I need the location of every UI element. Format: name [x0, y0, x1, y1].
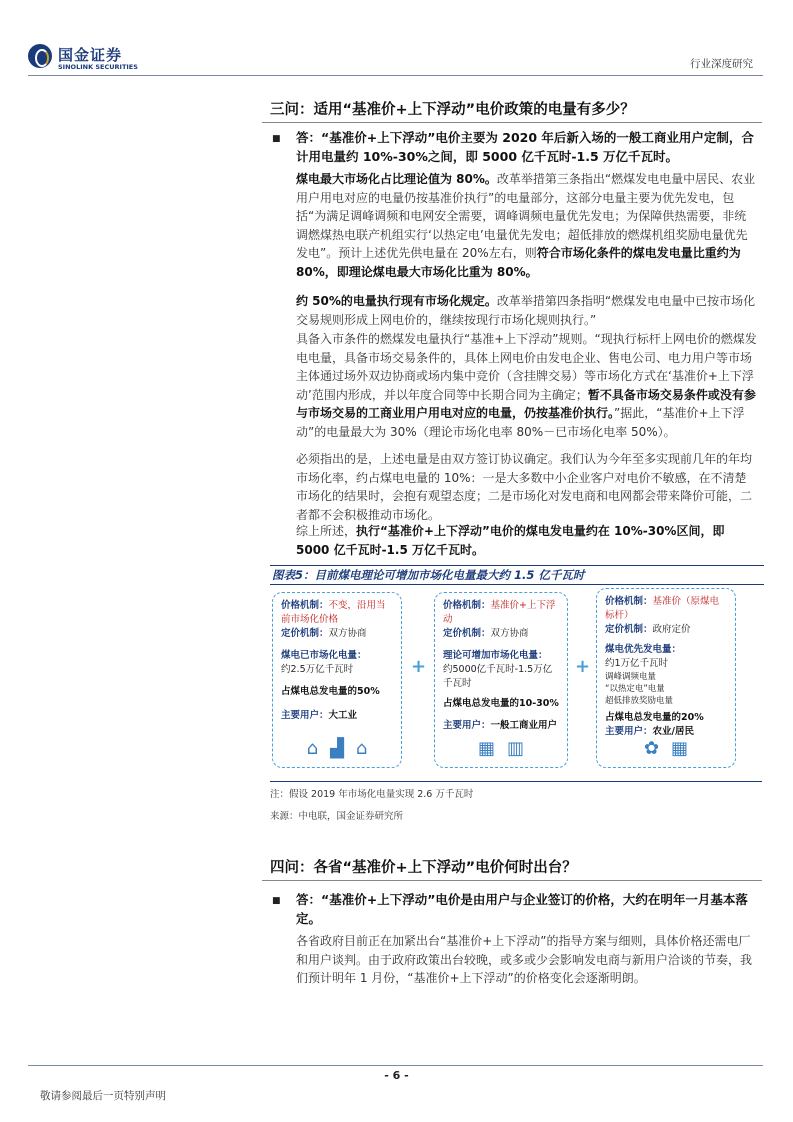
hand-plant-icon: ✿ — [643, 738, 660, 759]
box3-user-value: 农业/居民 — [652, 726, 694, 737]
box-priority-generation — [596, 588, 736, 768]
box-new-market — [434, 592, 568, 768]
logo-text-en: SINOLINK SECURITIES — [58, 63, 138, 71]
box3-set-key: 定价机制： — [605, 624, 653, 635]
figure-note: 注：假设 2019 年市场化电量实现 2.6 万千瓦时 — [270, 789, 474, 800]
q3-title: 三问：适用“基准价+上下浮动”电价政策的电量有多少？ — [270, 102, 635, 118]
box3-user-key: 主要用户： — [605, 726, 653, 737]
box2-user-value: 一般工商业用户 — [490, 720, 558, 731]
box3-volume-value: 约1万亿千瓦时 — [605, 658, 669, 669]
box2-share: 占煤电总发电量的10-30% — [443, 698, 559, 709]
footer-divider — [28, 1065, 763, 1066]
report-type: 行业深度研究 — [690, 58, 753, 70]
box3-sub-2: “以热定电”电量 — [605, 684, 665, 694]
q3-paragraph-1 — [296, 170, 758, 281]
q3-paragraph-4: 必须指出的是，上述电量是由双方签订协议确定。我们认为今年至多实现前几年的年均市场化率，约占煤电电量的 10%：一是大多数中小企业客户对电价不敏感，在不清楚市场化的结果时，会抱有观望态度；二是市场化对发电商和电网都会带来降价可能，二者都不会积极推动市场化。 — [296, 452, 753, 522]
box2-volume-key: 理论可增加市场化电量： — [443, 650, 548, 661]
q3-paragraph-2 — [296, 292, 758, 329]
factory-icon: ▟ — [330, 738, 344, 759]
box1-price-key: 价格机制： — [281, 600, 329, 611]
q3-paragraph-5 — [296, 522, 758, 559]
q4-divider — [262, 880, 762, 881]
shop-icon: ▥ — [507, 738, 525, 759]
box1-volume-value: 约2.5万亿千瓦时 — [281, 664, 354, 675]
box3-share: 占煤电总发电量的20% — [605, 712, 704, 723]
q4-paragraph-1: 各省政府目前正在加紧出台“基准价+上下浮动”的指导方案与细则，具体价格还需电厂和用户谈判。由于政府政策出台较晚，或多或少会影响发电商与新用户洽谈的节奏，我们预计明年 1 月份，“基准价+上下浮动”的价格变化会逐渐明朗。 — [296, 934, 753, 985]
box1-icons — [273, 738, 401, 759]
box1-volume-key: 煤电已市场化电量： — [281, 650, 367, 661]
box2-set-key: 定价机制： — [443, 628, 491, 639]
logo-text-cn: 国金证券 — [58, 46, 123, 64]
p3-bold: 暂不具备市场交易条件或没有参与市场交易的工商业用户用电对应的电量，仍按基准价执行。 — [296, 387, 756, 420]
box3-price-key: 价格机制： — [605, 596, 653, 607]
q4-title: 四问：各省“基准价+上下浮动”电价何时出台？ — [270, 860, 577, 876]
p1-body: 改革举措第三条指出“燃煤发电电量中居民、农业用户用电对应的电量仍按基准价执行”的电量部分，这部分电量主要为优先发电，包括“为满足调峰调频和电网安全需要，调峰调频电量优先发电；为保障供热需要，非统调燃煤热电联产机组实行‘以热定电’电量优先发电；超低排放的燃煤机组奖励电量优先发电”。预计上述优先供电量在 20%左右，则 — [296, 172, 756, 260]
box1-user-value: 大工业 — [328, 710, 358, 721]
p5-bold: 执行“基准价+上下浮动”电价的煤电发电量约在 10%-30%区间，即 5000 亿千瓦时-1.5 万亿千瓦时。 — [296, 524, 725, 557]
p1-lead: 煤电最大市场化占比理论值为 80%。 — [296, 172, 497, 186]
p3-body: 具备入市条件的燃煤发电量执行“基准+上下浮动”规则。“现执行标杆上网电价的燃煤发电电量，具备市场交易条件的，具体上网电价由发电企业、售电公司、电力用户等市场主体通过场外双边协商或场内集中竞价（含挂牌交易）等市场化方式在‘基准价+上下浮动’范围内形成，并以年度合同等中长期合同为主确定； — [296, 332, 757, 402]
box1-set-key: 定价机制： — [281, 628, 329, 639]
box1-set-value: 双方协商 — [328, 628, 367, 639]
plus-icon-2: + — [575, 656, 591, 677]
box1-price-value: 不变，沿用当前市场化价格 — [281, 600, 386, 625]
box1-share: 占煤电总发电量的50% — [281, 686, 380, 697]
bullet-icon: ■ — [272, 896, 281, 906]
figure-bottom-rule — [270, 781, 762, 782]
box2-user-key: 主要用户： — [443, 720, 491, 731]
box-existing-market — [272, 592, 402, 768]
building-icon: ▦ — [477, 738, 495, 759]
box3-volume-key: 煤电优先发电量： — [605, 644, 682, 655]
box3-price-value: 基准价（原煤电标杆） — [605, 596, 720, 621]
logo-mark-icon — [28, 44, 52, 68]
house-icon: ⌂ — [306, 738, 319, 759]
box3-icons — [597, 738, 735, 759]
p1-tail: 符合市场化条件的煤电发电量比重约为 80%，即理论煤电最大市场化比重为 80%。 — [296, 246, 741, 279]
box2-price-value: 基准价+上下浮动 — [443, 600, 556, 625]
box2-price-key: 价格机制： — [443, 600, 491, 611]
page-number: - 6 - — [384, 1069, 409, 1082]
figure-source: 来源：中电联，国金证券研究所 — [270, 811, 404, 822]
box2-icons — [435, 738, 567, 759]
q3-answer: 答：“基准价+上下浮动”电价主要为 2020 年后新入场的一般工商业用户定制，合计用电量约 10%-30%之间，即 5000 亿千瓦时-1.5 万亿千瓦时。 — [296, 130, 754, 164]
box2-set-value: 双方协商 — [490, 628, 529, 639]
p2-lead: 约 50%的电量执行现有市场化规定。 — [296, 294, 497, 308]
home-icon: ⌂ — [355, 738, 368, 759]
p5-body: 综上所述， — [296, 524, 357, 538]
q3-paragraph-3 — [296, 330, 758, 441]
figure-diagram — [270, 586, 762, 781]
box3-sub-1: 调峰调频电量 — [605, 672, 657, 682]
box2-volume-value: 约5000亿千瓦时-1.5万亿千瓦时 — [443, 664, 553, 689]
disclaimer: 敬请参阅最后一页特别声明 — [40, 1090, 166, 1102]
bullet-icon: ■ — [272, 134, 281, 144]
plus-icon-1: + — [411, 656, 427, 677]
apartment-icon: ▦ — [671, 738, 689, 759]
figure-title: 图表5：目前煤电理论可增加市场化电量最大约 1.5 亿千瓦时 — [270, 565, 764, 585]
q4-answer: 答：“基准价+上下浮动”电价是由用户与企业签订的价格，大约在明年一月基本落定。 — [296, 892, 748, 926]
p3-tail: ”据此，“基准价+上下浮动”的电量最大为 30%（理论市场化电率 80%－已市场化电率 50%）。 — [296, 406, 745, 439]
q3-divider — [262, 122, 762, 123]
p2-body: 改革举措第四条指明“燃煤发电电量中已按市场化交易规则形成上网电价的，继续按现行市场化规则执行。” — [296, 294, 756, 327]
box3-set-value: 政府定价 — [652, 624, 691, 635]
header-divider — [28, 75, 763, 76]
box3-sub-3: 超低排放奖励电量 — [605, 696, 674, 706]
page-header — [0, 0, 793, 78]
box1-user-key: 主要用户： — [281, 710, 329, 721]
company-logo — [28, 44, 168, 74]
